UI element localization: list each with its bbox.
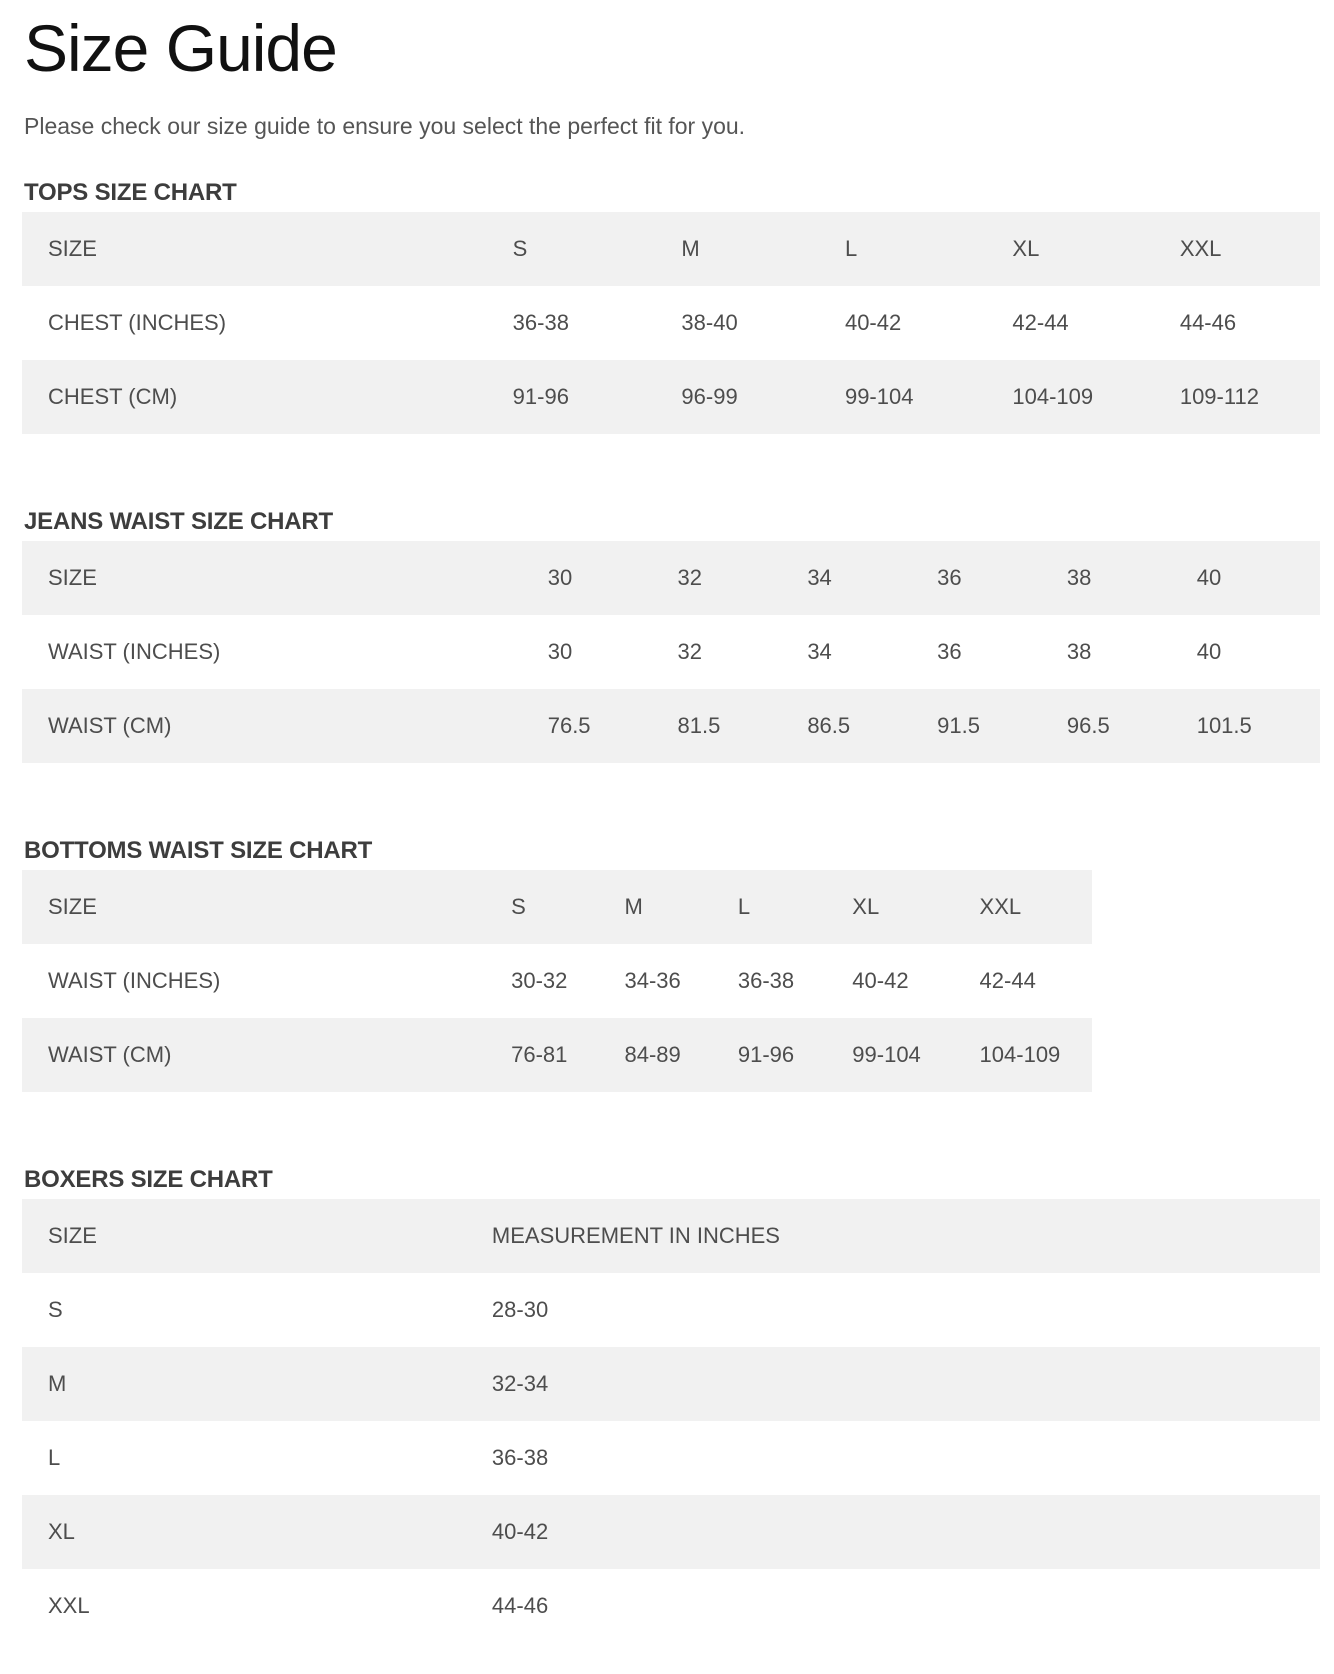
header-row	[22, 212, 1320, 286]
table-row	[22, 689, 1320, 763]
row-label-cell: L	[48, 1445, 61, 1470]
table-row	[22, 615, 1320, 689]
row-label-cell: WAIST (INCHES)	[48, 968, 221, 993]
value-cell: 96-99	[655, 360, 819, 434]
value-cell: 42-44	[979, 968, 1036, 993]
section-jeans-waist-size-chart	[22, 509, 1320, 763]
boxers-size-chart-table	[22, 1199, 1320, 1643]
value-cell: 36	[937, 639, 962, 664]
value-cell: 30-32	[511, 968, 568, 993]
value-cell: 104-109	[954, 1018, 1092, 1092]
row-label-cell: CHEST (CM)	[22, 360, 487, 434]
section-tops-size-chart	[22, 180, 1320, 434]
page-title: Size Guide	[24, 11, 337, 85]
value-cell: 44-46	[491, 1593, 549, 1618]
table-row	[22, 1018, 1092, 1092]
value-cell: 30	[547, 639, 573, 664]
value-cell: 40	[1196, 639, 1222, 664]
header-cell: SIZE	[22, 1199, 466, 1273]
section-boxers-size-chart	[22, 1167, 1320, 1643]
row-label-cell: S	[48, 1297, 63, 1322]
section-title-bottoms-waist: BOTTOMS WAIST SIZE CHART	[24, 837, 373, 864]
header-row	[22, 541, 1320, 615]
value-cell: 99-104	[826, 1018, 953, 1092]
value-cell: 91-96	[712, 1018, 826, 1092]
header-cell: SIZE	[22, 541, 522, 615]
table-row	[22, 944, 1092, 1018]
value-cell: 36-38	[491, 1445, 549, 1470]
header-cell: XL	[986, 212, 1153, 286]
value-cell: 40-42	[844, 310, 902, 335]
header-cell: S	[485, 870, 598, 944]
header-cell: 36	[911, 541, 1041, 615]
value-cell: 32	[677, 639, 702, 664]
row-label-cell: WAIST (INCHES)	[48, 639, 221, 664]
section-title-jeans-waist: JEANS WAIST SIZE CHART	[24, 508, 333, 535]
header-cell: 34	[781, 541, 911, 615]
value-cell: 44-46	[1179, 310, 1237, 335]
row-label-cell: XL	[22, 1495, 466, 1569]
header-cell: 38	[1041, 541, 1171, 615]
value-cell: 36-38	[737, 968, 795, 993]
value-cell: 34-36	[624, 968, 681, 993]
header-row	[22, 870, 1092, 944]
value-cell: 91-96	[487, 360, 656, 434]
header-cell: 30	[522, 541, 652, 615]
table-row	[22, 286, 1320, 360]
value-cell: 38	[1066, 639, 1092, 664]
header-cell: L	[712, 870, 826, 944]
header-cell: L	[819, 212, 986, 286]
table-row	[22, 1569, 1320, 1643]
header-cell: XXL	[1154, 212, 1320, 286]
table-row	[22, 360, 1320, 434]
header-cell: M	[598, 870, 711, 944]
value-cell: 86.5	[781, 689, 911, 763]
value-cell: 81.5	[652, 689, 782, 763]
header-cell: SIZE	[22, 212, 487, 286]
value-cell: 76-81	[485, 1018, 598, 1092]
table-row	[22, 1347, 1320, 1421]
value-cell: 42-44	[1012, 310, 1069, 335]
header-row	[22, 1199, 1320, 1273]
row-label-cell: WAIST (CM)	[22, 1018, 485, 1092]
section-title-boxers: BOXERS SIZE CHART	[24, 1166, 273, 1193]
row-label-cell: M	[22, 1347, 466, 1421]
section-bottoms-waist-size-chart	[22, 838, 1320, 1092]
header-cell: 32	[652, 541, 782, 615]
value-cell: 99-104	[819, 360, 986, 434]
section-title-tops: TOPS SIZE CHART	[24, 179, 237, 206]
value-cell: 84-89	[598, 1018, 711, 1092]
row-label-cell: CHEST (INCHES)	[48, 310, 227, 335]
value-cell: 40-42	[466, 1495, 1320, 1569]
page-subtitle: Please check our size guide to ensure you select the perfect fit for you.	[24, 113, 746, 139]
table-row	[22, 1273, 1320, 1347]
header-cell: XXL	[954, 870, 1092, 944]
value-cell: 91.5	[911, 689, 1041, 763]
value-cell: 36-38	[512, 310, 569, 335]
row-label-cell: WAIST (CM)	[22, 689, 522, 763]
header-cell: MEASUREMENT IN INCHES	[466, 1199, 1320, 1273]
header-cell: S	[487, 212, 656, 286]
value-cell: 34	[807, 639, 832, 664]
header-cell: M	[655, 212, 819, 286]
value-cell: 40-42	[852, 968, 909, 993]
value-cell: 32-34	[466, 1347, 1320, 1421]
bottoms-waist-size-chart-table	[22, 870, 1092, 1092]
value-cell: 76.5	[522, 689, 652, 763]
value-cell: 38-40	[681, 310, 738, 335]
value-cell: 101.5	[1171, 689, 1320, 763]
row-label-cell: XXL	[48, 1593, 90, 1618]
jeans-waist-size-chart-table	[22, 541, 1320, 763]
table-row	[22, 1421, 1320, 1495]
value-cell: 96.5	[1041, 689, 1171, 763]
header-cell: 40	[1171, 541, 1320, 615]
header-cell: SIZE	[22, 870, 485, 944]
value-cell: 28-30	[491, 1297, 549, 1322]
value-cell: 104-109	[986, 360, 1153, 434]
value-cell: 109-112	[1154, 360, 1320, 434]
table-row	[22, 1495, 1320, 1569]
header-cell: XL	[826, 870, 953, 944]
tops-size-chart-table	[22, 212, 1320, 434]
